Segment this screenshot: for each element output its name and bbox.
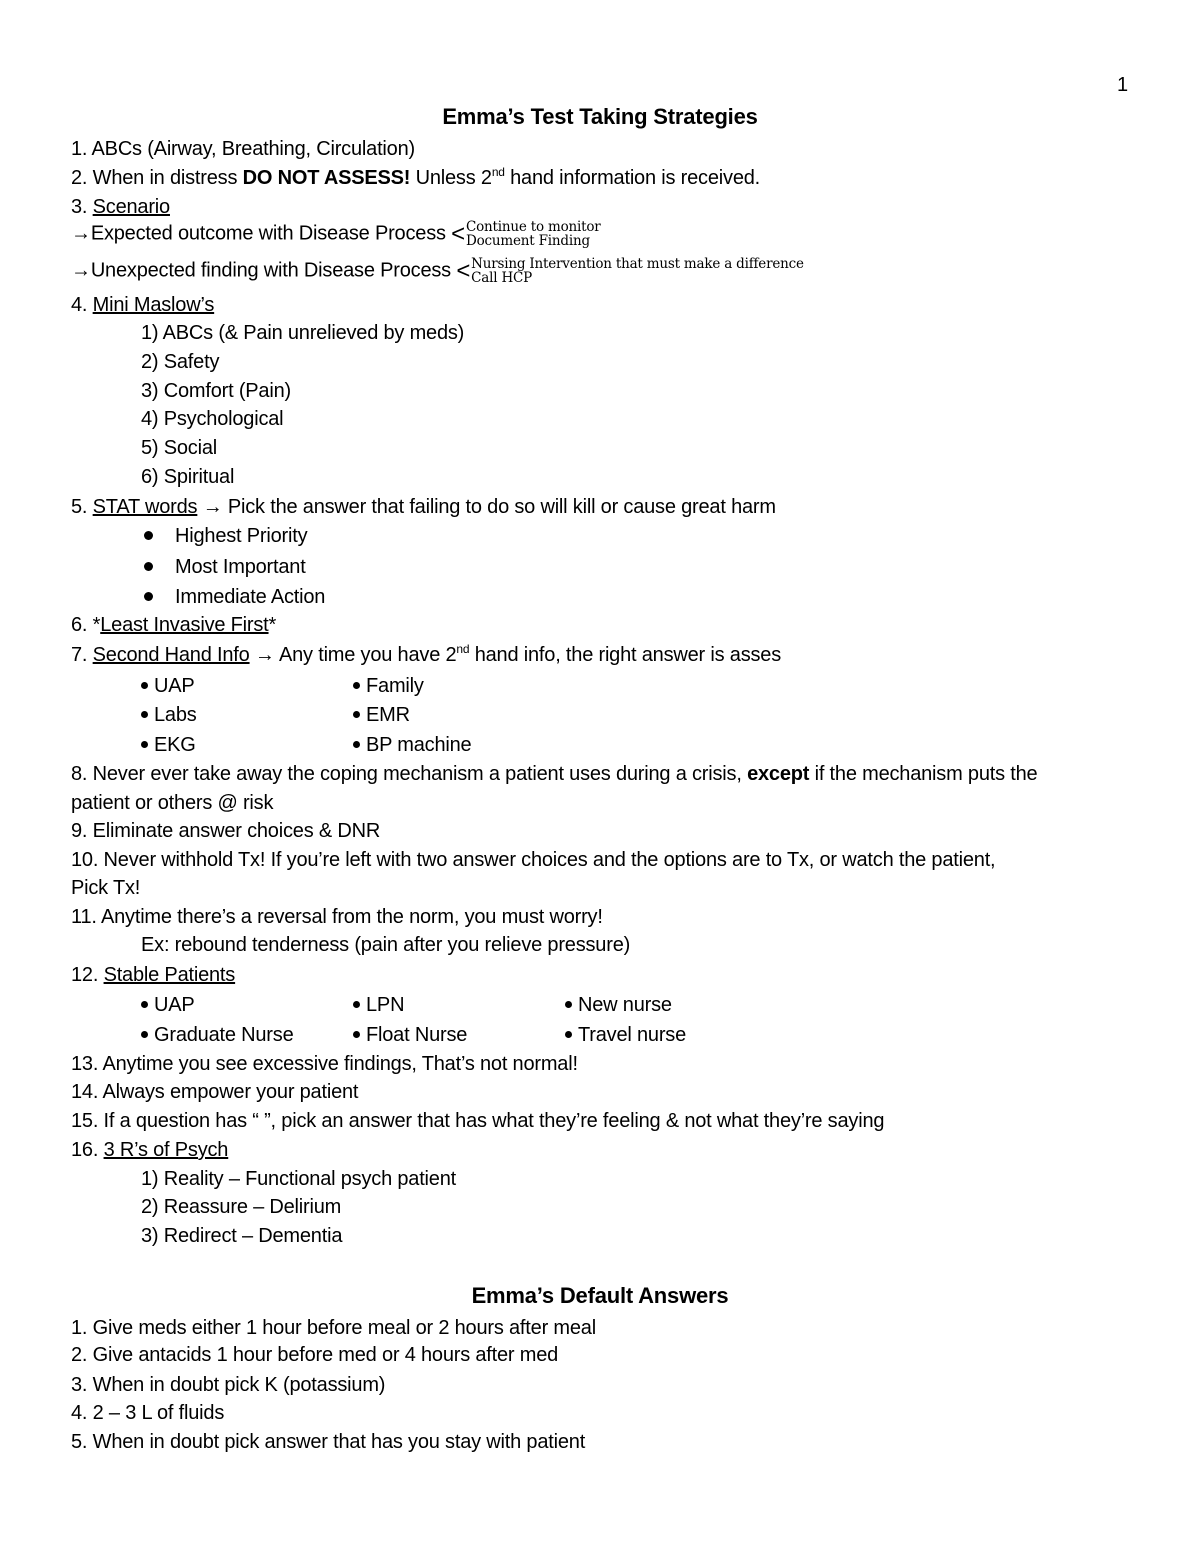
number: 16.	[71, 1139, 104, 1161]
strategy-6	[71, 612, 276, 638]
default-answer: 4. 2 – 3 L of fluids	[71, 1402, 225, 1424]
text: Unless 2	[410, 167, 492, 189]
label: Graduate Nurse	[154, 1024, 294, 1046]
bullet-icon	[353, 682, 360, 689]
arrow-icon: →	[202, 496, 223, 518]
heading-scenario: Scenario	[92, 196, 170, 218]
strategy-10-continued: Pick Tx!	[71, 877, 141, 899]
branch-option: Document Finding	[466, 233, 590, 249]
label: Float Nurse	[366, 1024, 468, 1046]
stat-word: Most Important	[175, 556, 306, 578]
text: *	[268, 614, 277, 636]
bullet-icon	[144, 592, 153, 601]
stable-item	[353, 992, 404, 1018]
page-number: 1	[1117, 74, 1128, 96]
number: 12.	[71, 964, 104, 986]
strategy-13: 13. Anytime you see excessive findings, That’s not normal!	[71, 1053, 578, 1075]
heading-mini-maslows: Mini Maslow’s	[92, 294, 215, 316]
heading-second-hand-info: Second Hand Info	[92, 644, 250, 666]
strategy-5	[71, 494, 776, 520]
text: if the mechanism puts the	[809, 763, 1038, 785]
arrow-icon: →	[71, 222, 91, 245]
maslow-item: 2) Safety	[141, 351, 220, 373]
bullet-icon	[353, 1031, 360, 1038]
bullet-icon	[565, 1031, 572, 1038]
strategy-14: 14. Always empower your patient	[71, 1081, 359, 1103]
second-hand-item	[141, 673, 195, 699]
strategy-10: 10. Never withhold Tx! If you’re left with two answer choices and the options are to Tx, or watch the patient,	[71, 849, 996, 871]
psych-item: 3) Redirect – Dementia	[141, 1225, 343, 1247]
strategy-9: 9. Eliminate answer choices & DNR	[71, 820, 381, 842]
bullet-icon	[353, 741, 360, 748]
default-answer: 2. Give antacids 1 hour before med or 4 hours after med	[71, 1344, 559, 1366]
text: hand information is received.	[504, 167, 761, 189]
label: BP machine	[366, 734, 472, 756]
text: hand info, the right answer is asses	[469, 644, 782, 666]
second-hand-item	[353, 732, 471, 758]
branch-option: Continue to monitor	[466, 219, 601, 235]
emphasis: except	[747, 763, 810, 785]
strategy-12	[71, 962, 235, 988]
bullet-icon	[141, 741, 148, 748]
second-hand-item	[141, 732, 196, 758]
label: Family	[366, 675, 424, 697]
heading-stable-patients: Stable Patients	[103, 964, 236, 986]
bullet-icon	[141, 711, 148, 718]
maslow-item: 3) Comfort (Pain)	[141, 380, 291, 402]
arrow-icon: →	[254, 644, 275, 666]
text: 8. Never ever take away the coping mechanism a patient uses during a crisis,	[71, 763, 748, 785]
text: Unexpected finding with Disease Process	[90, 259, 457, 282]
stat-word-item	[144, 523, 307, 549]
superscript: nd	[491, 165, 505, 179]
label: UAP	[154, 675, 195, 697]
heading-stat-words: STAT words	[92, 496, 198, 518]
bullet-icon	[141, 1031, 148, 1038]
bullet-icon	[144, 531, 153, 540]
psych-item: 1) Reality – Functional psych patient	[141, 1168, 456, 1190]
branch-option: Nursing Intervention that must make a difference	[471, 256, 804, 272]
strategy-16	[71, 1137, 228, 1163]
strategy-4	[71, 292, 214, 318]
bullet-icon	[141, 1001, 148, 1008]
maslow-item: 1) ABCs (& Pain unrelieved by meds)	[141, 322, 465, 344]
stat-word-item	[144, 554, 306, 580]
heading-3rs-of-psych: 3 R’s of Psych	[103, 1139, 229, 1161]
strategy-8-continued: patient or others @ risk	[71, 792, 274, 814]
bullet-icon	[353, 711, 360, 718]
psych-item: 2) Reassure – Delirium	[141, 1196, 342, 1218]
arrow-icon: →	[71, 259, 91, 282]
default-answer: 1. Give meds either 1 hour before meal or 2 hours after meal	[71, 1317, 596, 1339]
stable-item	[141, 1022, 294, 1048]
scenario-unexpected	[71, 257, 804, 285]
label: Travel nurse	[578, 1024, 687, 1046]
strategy-1: 1. ABCs (Airway, Breathing, Circulation)	[71, 138, 415, 160]
branch-options	[471, 257, 804, 285]
strategy-11-example: Ex: rebound tenderness (pain after you relieve pressure)	[141, 934, 631, 956]
text: 2. When in distress	[71, 167, 243, 189]
superscript: nd	[456, 642, 470, 656]
label: EKG	[154, 734, 196, 756]
bullet-icon	[141, 682, 148, 689]
stat-word-item	[144, 584, 325, 610]
label: UAP	[154, 994, 195, 1016]
label: EMR	[366, 704, 410, 726]
second-hand-item	[141, 702, 197, 728]
bullet-icon	[353, 1001, 360, 1008]
branch-option: Call HCP	[471, 270, 533, 286]
text: Expected outcome with Disease Process	[90, 222, 452, 245]
stable-item	[565, 992, 672, 1018]
page-title: Emma’s Test Taking Strategies	[442, 104, 758, 129]
scenario-expected	[71, 220, 601, 248]
section-title-default-answers: Emma’s Default Answers	[471, 1283, 729, 1308]
emphasis: DO NOT ASSESS!	[242, 167, 411, 189]
label: Labs	[154, 704, 197, 726]
number: 6. *	[71, 614, 101, 636]
strategy-11: 11. Anytime there’s a reversal from the norm, you must worry!	[71, 906, 603, 928]
text: Pick the answer that failing to do so will kill or cause great harm	[222, 496, 776, 518]
stat-word: Highest Priority	[175, 525, 308, 547]
heading-least-invasive: Least Invasive First	[100, 614, 269, 636]
branch-icon: <	[456, 257, 471, 285]
default-answer: 3. When in doubt pick K (potassium)	[71, 1374, 386, 1396]
number: 3.	[71, 196, 93, 218]
label: LPN	[366, 994, 405, 1016]
strategy-15: 15. If a question has “ ”, pick an answer that has what they’re feeling & not what they’re saying	[71, 1110, 885, 1132]
bullet-icon	[144, 562, 153, 571]
second-hand-item	[353, 673, 424, 699]
strategy-7	[71, 642, 781, 668]
maslow-item: 5) Social	[141, 437, 218, 459]
maslow-item: 6) Spiritual	[141, 466, 235, 488]
strategy-2	[71, 165, 760, 191]
branch-options	[466, 220, 601, 248]
bullet-icon	[565, 1001, 572, 1008]
default-answer: 5. When in doubt pick answer that has you stay with patient	[71, 1431, 586, 1453]
strategy-8	[71, 761, 1037, 787]
stable-item	[141, 992, 195, 1018]
maslow-item: 4) Psychological	[141, 408, 284, 430]
label: New nurse	[578, 994, 672, 1016]
number: 5.	[71, 496, 93, 518]
stable-item	[565, 1022, 686, 1048]
number: 4.	[71, 294, 93, 316]
stat-word: Immediate Action	[175, 586, 326, 608]
stable-item	[353, 1022, 467, 1048]
branch-icon: <	[451, 220, 465, 248]
second-hand-item	[353, 702, 410, 728]
text: Any time you have 2	[274, 644, 457, 666]
strategy-3	[71, 194, 170, 220]
number: 7.	[71, 644, 93, 666]
